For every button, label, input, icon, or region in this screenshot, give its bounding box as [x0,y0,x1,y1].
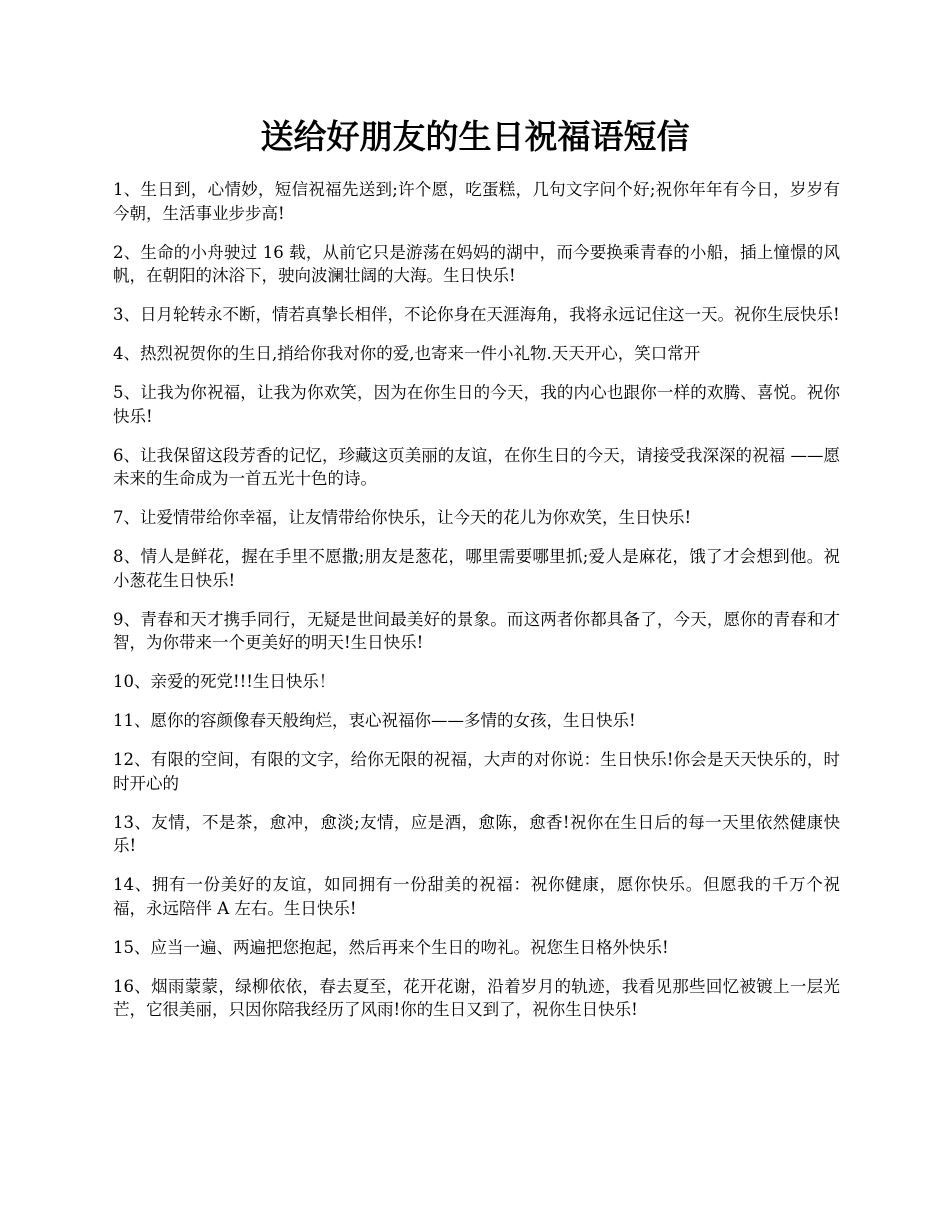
paragraph-15: 15、应当一遍、两遍把您抱起，然后再来个生日的吻礼。祝您生日格外快乐! [113,937,669,957]
document-title: 送给好朋友的生日祝福语短信 [260,117,690,156]
paragraph-3: 3、日月轮转永不断，情若真挚长相伴，不论你身在天涯海角，我将永远记住这一天。祝你生辰快乐! [113,305,840,324]
paragraph-11: 11、愿你的容颜像春天般绚烂，衷心祝福你——多情的女孩，生日快乐! [113,711,636,730]
paragraph-9: 9、青春和天才携手同行，无疑是世间最美好的景象。而这两者你都具备了，今天，愿你的青春和才智，为你带来一个更美好的明天!生日快乐! [113,609,840,652]
paragraph-13: 13、友情，不是茶，愈冲，愈淡;友情，应是酒，愈陈，愈香!祝你在生日后的每一天里依然健康快乐! [113,812,840,855]
paragraph-14: 14、拥有一份美好的友谊，如同拥有一份甜美的祝福：祝你健康，愿你快乐。但愿我的千万个祝福，永远陪伴 A 左右。生日快乐! [113,875,840,918]
paragraph-8: 8、情人是鲜花，握在手里不愿撒;朋友是葱花，哪里需要哪里抓;爱人是麻花，饿了才会想到他。祝小葱花生日快乐! [113,547,840,590]
paragraph-6: 6、让我保留这段芳香的记忆，珍藏这页美丽的友谊，在你生日的今天，请接受我深深的祝福 ——愿未来的生命成为一首五光十色的诗。 [113,445,840,488]
paragraph-5: 5、让我为你祝福，让我为你欢笑，因为在你生日的今天，我的内心也跟你一样的欢腾、喜悦。祝你快乐! [113,383,840,426]
document-body [113,178,840,1037]
paragraph-12: 12、有限的空间，有限的文字，给你无限的祝福，大声的对你说：生日快乐!你会是天天快乐的，时时开心的 [113,750,840,793]
paragraph-4: 4、热烈祝贺你的生日,捎给你我对你的爱,也寄来一件小礼物.天天开心，笑口常开 [113,344,701,363]
paragraph-2: 2、生命的小舟驶过 16 载，从前它只是游荡在妈妈的湖中，而今要换乘青春的小船，插上憧憬的风帆，在朝阳的沐浴下，驶向波澜壮阔的大海。生日快乐! [113,242,840,285]
paragraph-7: 7、让爱情带给你幸福，让友情带给你快乐，让今天的花儿为你欢笑，生日快乐! [113,508,692,527]
paragraph-10: 10、亲爱的死党!!!生日快乐！ [113,672,336,691]
paragraph-1: 1、生日到，心情妙，短信祝福先送到;许个愿，吃蛋糕，几句文字问个好;祝你年年有今日，岁岁有今朝，生活事业步步高! [113,180,840,223]
paragraph-16: 16、烟雨蒙蒙，绿柳依依，春去夏至，花开花谢，沿着岁月的轨迹，我看见那些回忆被镀上一层光芒，它很美丽，只因你陪我经历了风雨!你的生日又到了，祝你生日快乐! [113,976,840,1019]
